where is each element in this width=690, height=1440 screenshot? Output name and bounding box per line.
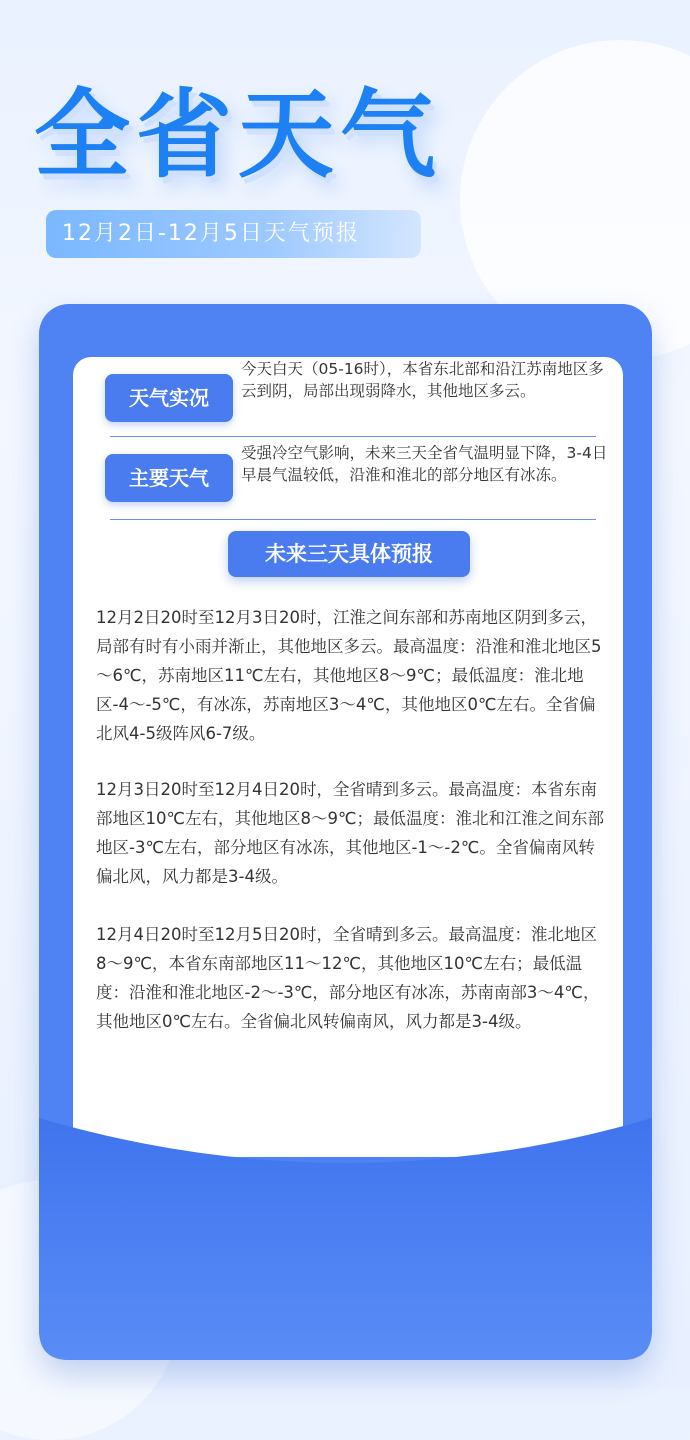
observation-text: 今天白天（05-16时），本省东北部和沿江苏南地区多云到阴，局部出现弱降水，其他地区多云。: [241, 360, 604, 400]
summary-divider-2: [110, 519, 596, 520]
forecast-paragraph-day1: 12月2日20时至12月3日20时，江淮之间东部和苏南地区阴到多云，局部有时有小雨并渐止，其他地区多云。最高温度：沿淮和淮北地区5～6℃，苏南地区11℃左右，其他地区8～9℃；最低温度：淮北地区-4～-5℃，有冰冻，苏南地区3～4℃，其他地区0℃左右。全省偏北风4-5级阵风6-7级。: [96, 608, 602, 743]
date-range-banner: 12月2日-12月5日天气预报: [46, 210, 421, 258]
observation-label: 天气实况: [105, 374, 233, 422]
main-weather-text: 受强冷空气影响，未来三天全省气温明显下降，3-4日早晨气温较低，沿淮和淮北的部分地区有冰冻。: [241, 444, 608, 484]
forecast-paragraph-day2: 12月3日20时至12月4日20时，全省晴到多云。最高温度：本省东南部地区10℃左右，其他地区8～9℃；最低温度：淮北和江淮之间东部地区-3℃左右，部分地区有冰冻，其他地区-1～-2℃。全省偏南风转偏北风，风力都是3-4级。: [96, 780, 605, 886]
page-title: 全省天气: [34, 79, 442, 191]
card-bottom-wave: [39, 1118, 652, 1360]
summary-divider: [110, 436, 596, 437]
forecast-heading: 未来三天具体预报: [228, 531, 470, 577]
summary-row-observation: [105, 358, 604, 434]
forecast-paragraph-day3: 12月4日20时至12月5日20时，全省晴到多云。最高温度：淮北地区8～9℃，本省东南部地区11～12℃，其他地区10℃左右；最低温度：沿淮和淮北地区-2～-3℃，部分地区有冰冻，苏南南部3～4℃，其他地区0℃左右。全省偏北风转偏南风，风力都是3-4级。: [96, 925, 600, 1031]
summary-row-main-weather: [105, 442, 608, 516]
main-weather-label: 主要天气: [105, 454, 233, 502]
